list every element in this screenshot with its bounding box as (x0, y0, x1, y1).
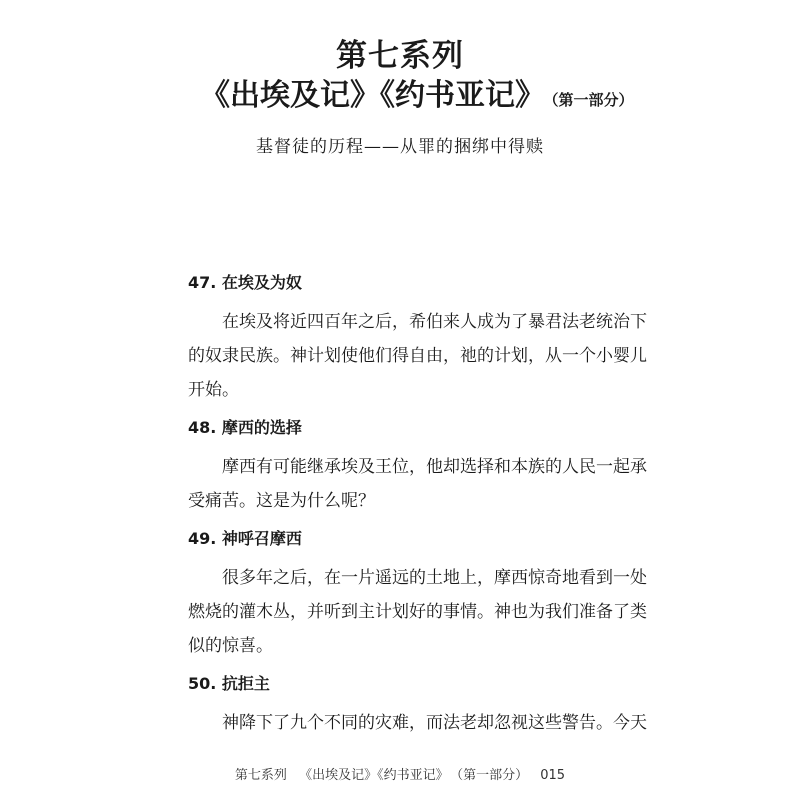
footer-series: 第七系列 (234, 768, 287, 783)
section-heading: 48. 摩西的选择 (188, 418, 302, 437)
section-50 (188, 671, 648, 740)
books-title: 《出埃及记》《约书亚记》 (200, 78, 545, 113)
section-49 (188, 526, 648, 663)
section-body: 很多年之后，在一片遥远的土地上，摩西惊奇地看到一处燃烧的灌木丛，并听到主计划好的事情。神也为我们准备了类似的惊喜。 (188, 568, 647, 656)
section-48 (188, 415, 648, 518)
page-footer (0, 764, 800, 783)
section-body: 摩西有可能继承埃及王位，他却选择和本族的人民一起承受痛苦。这是为什么呢？ (188, 457, 647, 511)
footer-part: （第一部分） (456, 768, 529, 783)
series-title: 第七系列 (336, 38, 464, 74)
section-heading: 50. 抗拒主 (188, 674, 270, 693)
page-number: 015 (540, 768, 566, 783)
part-label: （第一部分） (551, 91, 634, 109)
subtitle: 基督徒的历程——从罪的捆绑中得赎 (256, 137, 544, 157)
section-body: 在埃及将近四百年之后，希伯来人成为了暴君法老统治下的奴隶民族。神计划使他们得自由，祂的计划，从一个小婴儿开始。 (188, 312, 647, 400)
section-heading: 47. 在埃及为奴 (188, 273, 302, 292)
section-heading: 49. 神呼召摩西 (188, 529, 302, 548)
section-body: 神降下了九个不同的灾难，而法老却忽视这些警告。今天 (222, 713, 647, 733)
footer-books: 《出埃及记》《约书亚记》 (299, 768, 449, 783)
books-title-line (200, 70, 634, 114)
content-body (188, 270, 648, 748)
section-47 (188, 270, 648, 407)
